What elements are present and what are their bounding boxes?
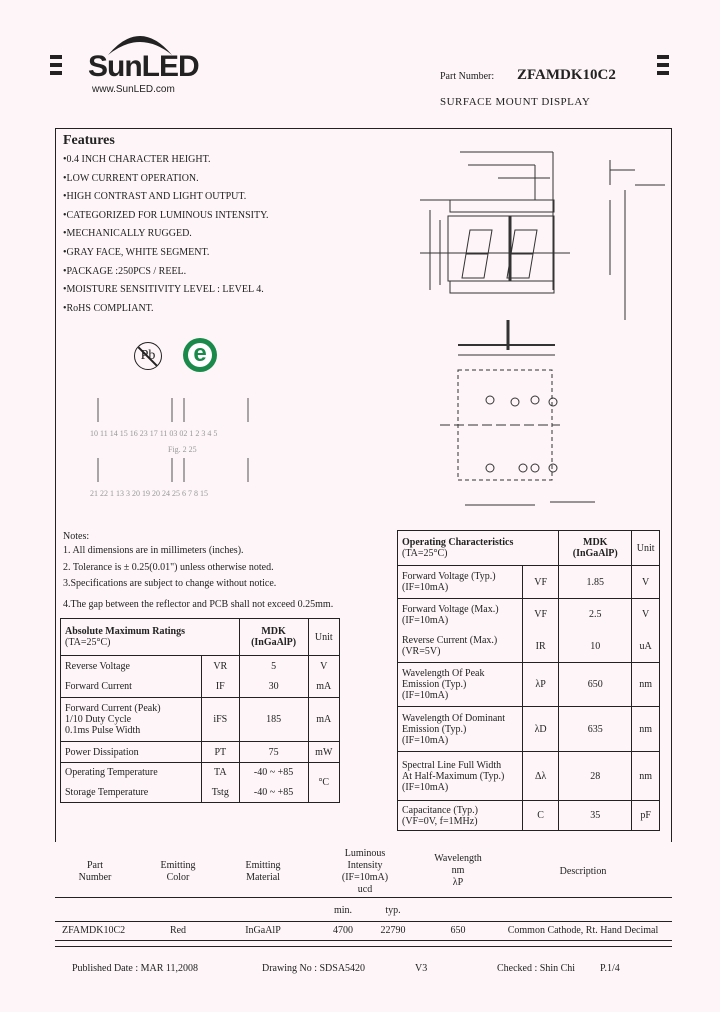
table-cell: Wavelength Of Peak Emission (Typ.) (IF=10mA): [398, 663, 523, 707]
note-item: 2. Tolerance is ± 0.25(0.01") unless otherwise noted.: [63, 562, 274, 573]
cell-min: 4700: [333, 925, 353, 936]
product-type: SURFACE MOUNT DISPLAY: [440, 96, 591, 108]
checked-by: Checked : Shin Chi: [497, 963, 576, 974]
pin-numbers-bottom: 21 22 1 13 3 20 19 20 24 25 6 7 8 15: [90, 489, 208, 498]
rohs-e-icon: [183, 338, 217, 372]
table-cell: Reverse Voltage: [61, 656, 202, 677]
table-divider: [55, 940, 672, 941]
cell-description: Common Cathode, Rt. Hand Decimal: [507, 925, 659, 936]
version: V3: [415, 963, 428, 974]
table-divider: [55, 897, 672, 898]
col-header-material: Emitting Material: [245, 860, 281, 883]
features-list: [63, 154, 269, 321]
part-number: ZFAMDK10C2: [517, 67, 616, 83]
cell-typ: 22790: [380, 925, 406, 936]
website-link[interactable]: www.SunLED.com: [92, 84, 175, 95]
table-cell: mA: [308, 677, 339, 698]
feature-item: •LOW CURRENT OPERATION.: [63, 172, 199, 184]
figure-label: Fig. 2 25: [168, 445, 197, 454]
table-cell: 1.85: [559, 566, 632, 599]
feature-item: •HIGH CONTRAST AND LIGHT OUTPUT.: [63, 191, 247, 203]
table-cell: PT: [202, 742, 240, 763]
pin-numbers-top: 10 11 14 15 16 23 17 11 03 02 1 2 3 4 5: [90, 429, 218, 438]
feature-item: •RoHS COMPLIANT.: [63, 302, 154, 314]
note-item: 3.Specifications are subject to change without notice.: [63, 578, 277, 589]
package-dimension-drawing: [420, 140, 670, 520]
table-cell: 28: [559, 752, 632, 801]
pb-free-text: Pb: [140, 348, 156, 363]
table-cell: V: [308, 656, 339, 677]
table-text: Operating Characteristics: [402, 537, 514, 548]
table-cell: Capacitance (Typ.) (VF=0V, f=1MHz): [398, 801, 523, 831]
table-cell: [559, 531, 632, 566]
feature-item: •0.4 INCH CHARACTER HEIGHT.: [63, 154, 211, 165]
left-marker-icon: [50, 55, 62, 79]
table-divider: [55, 946, 672, 947]
table-text: (TA=25°C): [402, 548, 448, 559]
pb-free-icon: [134, 342, 162, 370]
table-cell: IR: [523, 631, 559, 663]
table-cell: 75: [239, 742, 308, 763]
col-header-color: Emitting Color: [160, 860, 196, 883]
col-sub-typ: typ.: [385, 905, 401, 916]
cell-part: ZFAMDK10C2: [62, 925, 126, 936]
table-cell: uA: [632, 631, 660, 663]
table-cell: VF: [523, 566, 559, 599]
table-cell: Wavelength Of Dominant Emission (Typ.) (IF=10mA): [398, 707, 523, 752]
table-text: Absolute Maximum Ratings: [65, 626, 186, 637]
table-cell: pF: [632, 801, 660, 831]
table-cell: Δλ: [523, 752, 559, 801]
absolute-maximum-ratings-table: [60, 618, 340, 803]
feature-item: •PACKAGE :250PCS / REEL.: [63, 265, 187, 277]
cell-material: InGaAlP: [245, 925, 281, 936]
table-cell: IF: [202, 677, 240, 698]
col-sub-min: min.: [333, 905, 353, 916]
feature-item: •CATEGORIZED FOR LUMINOUS INTENSITY.: [63, 209, 269, 221]
table-cell: λD: [523, 707, 559, 752]
table-cell: Unit: [632, 531, 660, 566]
brand-logo: SunLED: [88, 50, 199, 83]
feature-item: •MOISTURE SENSITIVITY LEVEL : LEVEL 4.: [63, 284, 264, 296]
published-date: Published Date : MAR 11,2008: [72, 963, 199, 974]
col-header-part: Part Number: [78, 860, 112, 883]
table-cell: mW: [308, 742, 339, 763]
pin-connection-diagram: [88, 392, 328, 502]
features-title: Features: [63, 133, 115, 148]
table-cell: C: [523, 801, 559, 831]
col-header-luminous: Luminous Intensity (IF=10mA) ucd: [341, 848, 389, 895]
table-cell: °C: [308, 763, 339, 803]
table-text: MDK: [261, 626, 286, 637]
table-cell: nm: [632, 707, 660, 752]
table-cell: [239, 619, 308, 656]
table-cell: [398, 531, 559, 566]
right-marker-icon: [657, 55, 669, 79]
table-cell: 35: [559, 801, 632, 831]
operating-characteristics-table: [397, 530, 660, 831]
table-cell: iFS: [202, 698, 240, 742]
table-text: (TA=25°C): [65, 637, 111, 648]
table-cell: mA: [308, 698, 339, 742]
drawing-number: Drawing No : SDSA5420: [262, 963, 366, 974]
table-cell: [61, 619, 240, 656]
table-divider: [55, 921, 672, 922]
col-header-description: Description: [559, 866, 607, 877]
part-number-label: Part Number:: [440, 71, 495, 82]
table-cell: 185: [239, 698, 308, 742]
table-cell: Forward Voltage (Typ.) (IF=10mA): [398, 566, 523, 599]
feature-item: •MECHANICALLY RUGGED.: [63, 228, 192, 240]
notes-title: Notes:: [63, 531, 90, 542]
table-cell: Storage Temperature: [61, 783, 202, 803]
table-text: (InGaAlP): [572, 548, 618, 559]
note-item: 1. All dimensions are in millimeters (inches).: [63, 545, 244, 556]
rohs-e-text: e: [193, 340, 207, 367]
table-cell: -40 ~ +85: [239, 763, 308, 783]
table-cell: Unit: [308, 619, 339, 656]
table-cell: VR: [202, 656, 240, 677]
table-cell: 635: [559, 707, 632, 752]
table-text: MDK: [583, 537, 608, 548]
table-cell: Spectral Line Full Width At Half-Maximum (Typ.) (IF=10mA): [398, 752, 523, 801]
table-cell: Forward Voltage (Max.) (IF=10mA): [398, 599, 523, 631]
table-cell: λP: [523, 663, 559, 707]
col-header-wavelength: Wavelength nm λP: [434, 853, 482, 888]
page-number: P.1/4: [600, 963, 620, 974]
table-cell: Forward Current (Peak) 1/10 Duty Cycle 0.1ms Pulse Width: [61, 698, 202, 742]
table-cell: 10: [559, 631, 632, 663]
table-cell: Reverse Current (Max.) (VR=5V): [398, 631, 523, 663]
table-cell: Tstg: [202, 783, 240, 803]
table-cell: Operating Temperature: [61, 763, 202, 783]
table-text: (InGaAlP): [251, 637, 297, 648]
note-item: 4.The gap between the reflector and PCB shall not exceed 0.25mm.: [63, 599, 334, 610]
table-cell: 2.5: [559, 599, 632, 631]
table-cell: Power Dissipation: [61, 742, 202, 763]
table-cell: V: [632, 599, 660, 631]
table-cell: 5: [239, 656, 308, 677]
table-cell: TA: [202, 763, 240, 783]
table-cell: 30: [239, 677, 308, 698]
table-cell: V: [632, 566, 660, 599]
table-cell: VF: [523, 599, 559, 631]
table-cell: -40 ~ +85: [239, 783, 308, 803]
table-cell: nm: [632, 752, 660, 801]
table-cell: 650: [559, 663, 632, 707]
table-cell: nm: [632, 663, 660, 707]
table-cell: Forward Current: [61, 677, 202, 698]
cell-color: Red: [169, 925, 187, 936]
cell-wavelength: 650: [450, 925, 466, 936]
feature-item: •GRAY FACE, WHITE SEGMENT.: [63, 246, 210, 258]
